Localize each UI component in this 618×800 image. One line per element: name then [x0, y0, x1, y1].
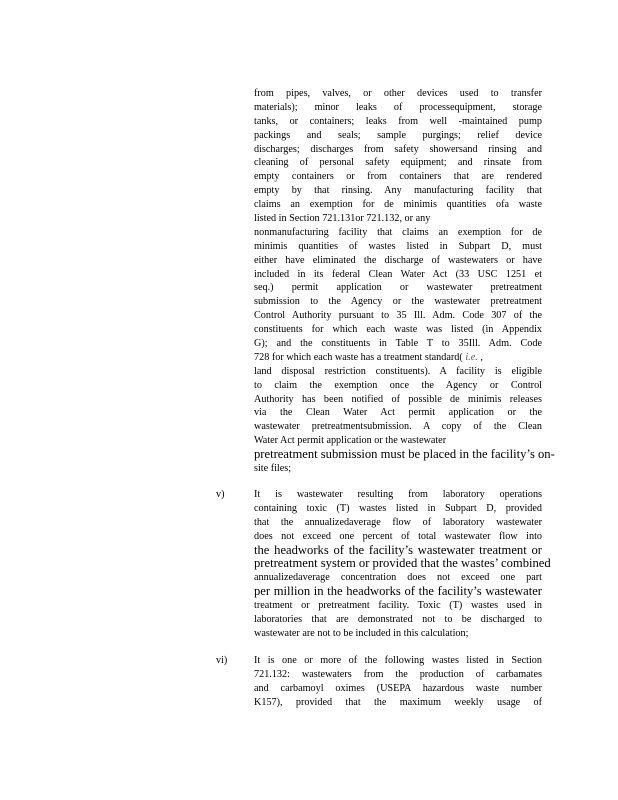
- text-line: land disposal restriction constituents). A facility is eligible: [254, 365, 542, 377]
- text-line: It is one or more of the following wastes listed in Section: [254, 655, 542, 666]
- paragraph-continuation: [254, 87, 555, 476]
- item-vi-paragraph: [254, 654, 542, 710]
- item-marker-v: v): [216, 489, 225, 500]
- text-line: empty by that rinsing. Any manufacturing facility that: [254, 185, 542, 197]
- text-line: included in its federal Clean Water Act (33 USC 1251 et: [254, 268, 542, 280]
- text-line: containing toxic (T) wastes listed in Subpart D, provided: [254, 502, 542, 514]
- text-line: site files;: [254, 463, 292, 475]
- text-segment: 728 for which each waste has a treatment standard(: [254, 351, 463, 363]
- text-line: packings and seals; sample purgings; relief device: [254, 129, 542, 141]
- text-line: treatment or pretreatment facility. Toxic (T) wastes used in: [254, 600, 542, 612]
- text-line: and carbamoyl oximes (USEPA hazardous waste number: [254, 682, 542, 694]
- text-line: per million in the headworks of the facility’s wastewater: [254, 584, 542, 599]
- text-line: laboratories that are demonstrated not to be discharged to: [254, 614, 542, 626]
- text-line: cleaning of personal safety equipment; and rinsate from: [254, 157, 542, 169]
- text-line: constituents for which each waste was listed (in Appendix: [254, 324, 542, 336]
- text-line: the headworks of the facility’s wastewater treatment or: [254, 542, 542, 557]
- text-line: submission to the Agency or the wastewater pretreatment: [254, 296, 542, 308]
- text-line: minimis quantities of wastes listed in Subpart D, must: [254, 240, 542, 252]
- text-line: claims an exemption for de minimis quantities ofa waste: [254, 199, 542, 211]
- text-line: discharges; discharges from safety showersand rinsing and: [254, 143, 542, 155]
- text-line-with-italic: [254, 351, 542, 365]
- text-line: tanks, or containers; leaks from well -maintained pump: [254, 115, 542, 127]
- text-line: wastewater pretreatmentsubmission. A copy of the Clean: [254, 421, 542, 433]
- text-line: via the Clean Water Act permit application or the: [254, 407, 542, 419]
- text-segment: ,: [480, 351, 483, 363]
- item-v-paragraph: [254, 488, 551, 641]
- text-line: nonmanufacturing facility that claims an exemption for de: [254, 226, 542, 238]
- item-marker-vi: vi): [216, 655, 228, 666]
- text-line: annualizedaverage concentration does not exceed one part: [254, 572, 542, 584]
- text-line: empty containers or from containers that are rendered: [254, 171, 542, 183]
- text-line: It is wastewater resulting from laboratory operations: [254, 489, 542, 500]
- text-line: pretreatment submission must be placed in the facility’s on-: [254, 447, 555, 462]
- text-line: 721.132: wastewaters from the production of carbamates: [254, 668, 542, 680]
- text-line: seq.) permit application or wastewater pretreatment: [254, 282, 542, 294]
- text-line: from pipes, valves, or other devices used to transfer: [254, 88, 542, 99]
- text-line: pretreatment system or provided that the wastes’ combined: [254, 556, 551, 571]
- text-line: materials); minor leaks of processequipment, storage: [254, 101, 542, 113]
- text-line: wastewater are not to be included in this calculation;: [254, 627, 469, 639]
- italic-ie: i.e.: [465, 351, 478, 363]
- text-line: either have eliminated the discharge of wastewaters or have: [254, 254, 542, 266]
- text-line: K157), provided that the maximum weekly usage of: [254, 696, 542, 708]
- text-line: listed in Section 721.131or 721.132, or any: [254, 213, 431, 225]
- text-line: G); and the constituents in Table T to 35Ill. Adm. Code: [254, 338, 542, 350]
- text-line: that the annualizedaverage flow of laboratory wastewater: [254, 516, 542, 528]
- text-line: Control Authority pursuant to 35 Ill. Adm. Code 307 of the: [254, 310, 542, 322]
- text-line: Authority has been notified of possible de minimis releases: [254, 393, 542, 405]
- text-line: does not exceed one percent of total wastewater flow into: [254, 530, 542, 542]
- text-line: to claim the exemption once the Agency or Control: [254, 379, 542, 391]
- text-line: Water Act permit application or the wastewater: [254, 435, 447, 447]
